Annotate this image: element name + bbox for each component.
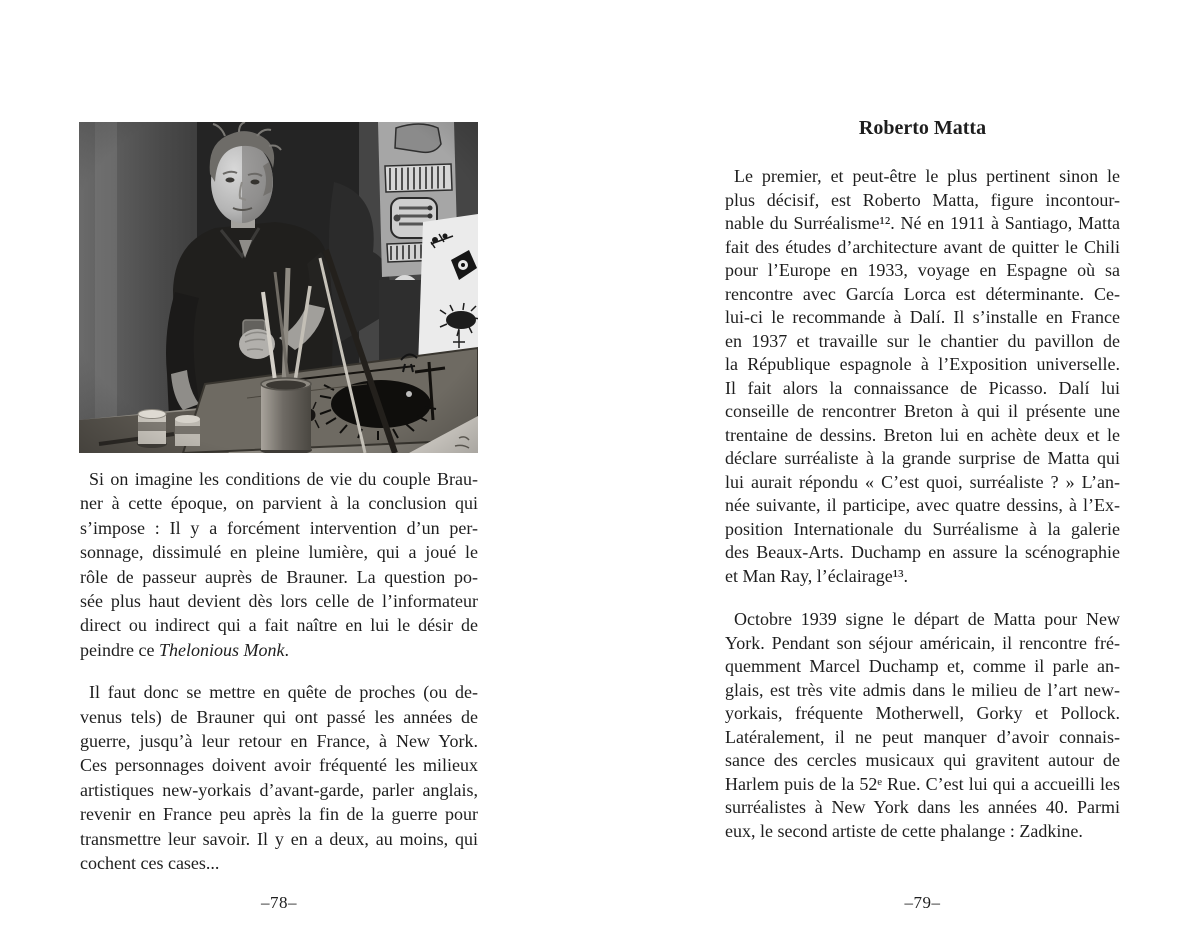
text-line: sonnage, dissimulé en pleine lumière, qui a joué le — [80, 542, 478, 563]
text-line: surréalistes à New York dans les années 40. Parmi — [725, 797, 1120, 817]
text-line: Il fait alors la connaissance de Picasso. Dalí lui — [725, 377, 1120, 398]
text-line: Ces personnages doivent avoir fréquenté les milieux — [80, 755, 478, 776]
text-line: lui aurait répondu « C’est quoi, surréaliste ? » L’an- — [725, 471, 1120, 492]
text-line: trentaine de dessins. Breton lui en achète deux et le — [725, 424, 1120, 445]
text-line: ner à cette époque, on parvient à la conclusion qui — [80, 493, 478, 514]
text-line: Harlem puis de la 52ᵉ Rue. C’est lui qui a accueilli les — [725, 773, 1120, 794]
text-line: venus tels) de Brauner qui ont passé les années de — [80, 706, 478, 727]
text-run: peindre ce — [80, 639, 159, 660]
paragraph-lines — [80, 467, 478, 638]
paragraph-lines — [725, 165, 1120, 565]
text-line: des Beaux-Arts. Duchamp en assure la scénographie — [725, 542, 1120, 562]
italic-artwork-title: Thelonious Monk — [158, 639, 285, 660]
text-line: Il faut donc se mettre en quête de proches (ou de- — [89, 682, 478, 703]
right-text-column — [725, 165, 1120, 843]
paragraph-lines — [80, 680, 478, 851]
text-line: fait des études d’architecture avant de quitter le Chili — [725, 236, 1120, 257]
text-line: lui-ci le recommande à Dalí. Il s’installe en France — [725, 307, 1120, 327]
paragraph — [80, 467, 478, 662]
studio-photo-illustration — [79, 122, 478, 453]
page-number-left: –78– — [261, 893, 297, 912]
brauner-studio-photo — [79, 122, 478, 453]
text-line: rencontre avec García Lorca est déterminante. Ce- — [725, 283, 1120, 304]
text-line: en 1937 et travaille sur le chantier du pavillon de — [725, 330, 1120, 351]
text-line: plus décisif, est Roberto Matta, figure incontour- — [725, 189, 1120, 210]
text-line: Octobre 1939 signe le départ de Matta pour New — [734, 609, 1120, 629]
text-line: et Man Ray, l’éclairage¹³. — [725, 565, 909, 586]
text-line: eux, le second artiste de cette phalange : Zadkine. — [725, 820, 1083, 841]
paragraph — [725, 165, 1120, 588]
paragraph — [80, 680, 478, 875]
page-number-right: –79– — [904, 893, 941, 912]
text-line: guerre, jusqu’à leur retour en France, à New York. — [80, 731, 478, 752]
left-text-column — [80, 467, 478, 876]
text-line: sée plus haut devient dès lors celle de l’informateur — [80, 591, 478, 612]
text-line: cochent ces cases... — [80, 853, 220, 874]
text-line: Latéralement, il ne peut manquer d’avoir connais- — [725, 726, 1120, 747]
text-line: s’impose : Il y a forcément intervention d’un per- — [80, 517, 478, 538]
text-line: quemment Marcel Duchamp et, comme il parle an- — [725, 656, 1120, 676]
text-line: déclare surréaliste à la grande surprise de Matta qui — [725, 448, 1120, 468]
text-run: . — [284, 639, 289, 660]
text-line: rôle de passeur auprès de Brauner. La question po- — [80, 566, 478, 587]
text-line: sance des cercles musicaux qui gravitent autour de — [725, 750, 1120, 770]
text-line: la République espagnole à l’Exposition universelle. — [725, 354, 1120, 374]
text-line: York. Pendant son séjour américain, il rencontre fré- — [725, 632, 1120, 653]
text-line: Le premier, et peut-être le plus pertinent sinon le — [734, 166, 1120, 186]
text-line: glais, est très vite admis dans le milieu de l’art new- — [725, 679, 1120, 700]
text-line: position Internationale du Surréalisme à la galerie — [725, 518, 1120, 539]
text-line: yorkais, fréquente Motherwell, Gorky et Pollock. — [725, 703, 1120, 723]
paragraph-lines — [725, 608, 1120, 820]
text-line: direct ou indirect qui a fait naître en lui le désir de — [80, 615, 478, 636]
text-line: nable du Surréalisme¹². Né en 1911 à Santiago, Matta — [725, 213, 1120, 233]
text-line: conseille de rencontrer Breton à qui il présente une — [725, 401, 1120, 421]
text-line: transmettre leur savoir. Il y en a deux, au moins, qui — [80, 828, 478, 849]
text-line: artistiques new-yorkais d’avant-garde, parler anglais, — [80, 779, 478, 800]
text-line — [80, 638, 478, 662]
text-line: Si on imagine les conditions de vie du couple Brau- — [89, 469, 478, 489]
chapter-title: Roberto Matta — [858, 117, 987, 139]
paragraph — [725, 608, 1120, 843]
text-line: pour l’Europe en 1933, voyage en Espagne où sa — [725, 260, 1120, 280]
text-line: née suivante, il participe, avec quatre dessins, à l’Ex- — [725, 495, 1120, 515]
text-line: revenir en France peu après la fin de la guerre pour — [80, 804, 478, 825]
